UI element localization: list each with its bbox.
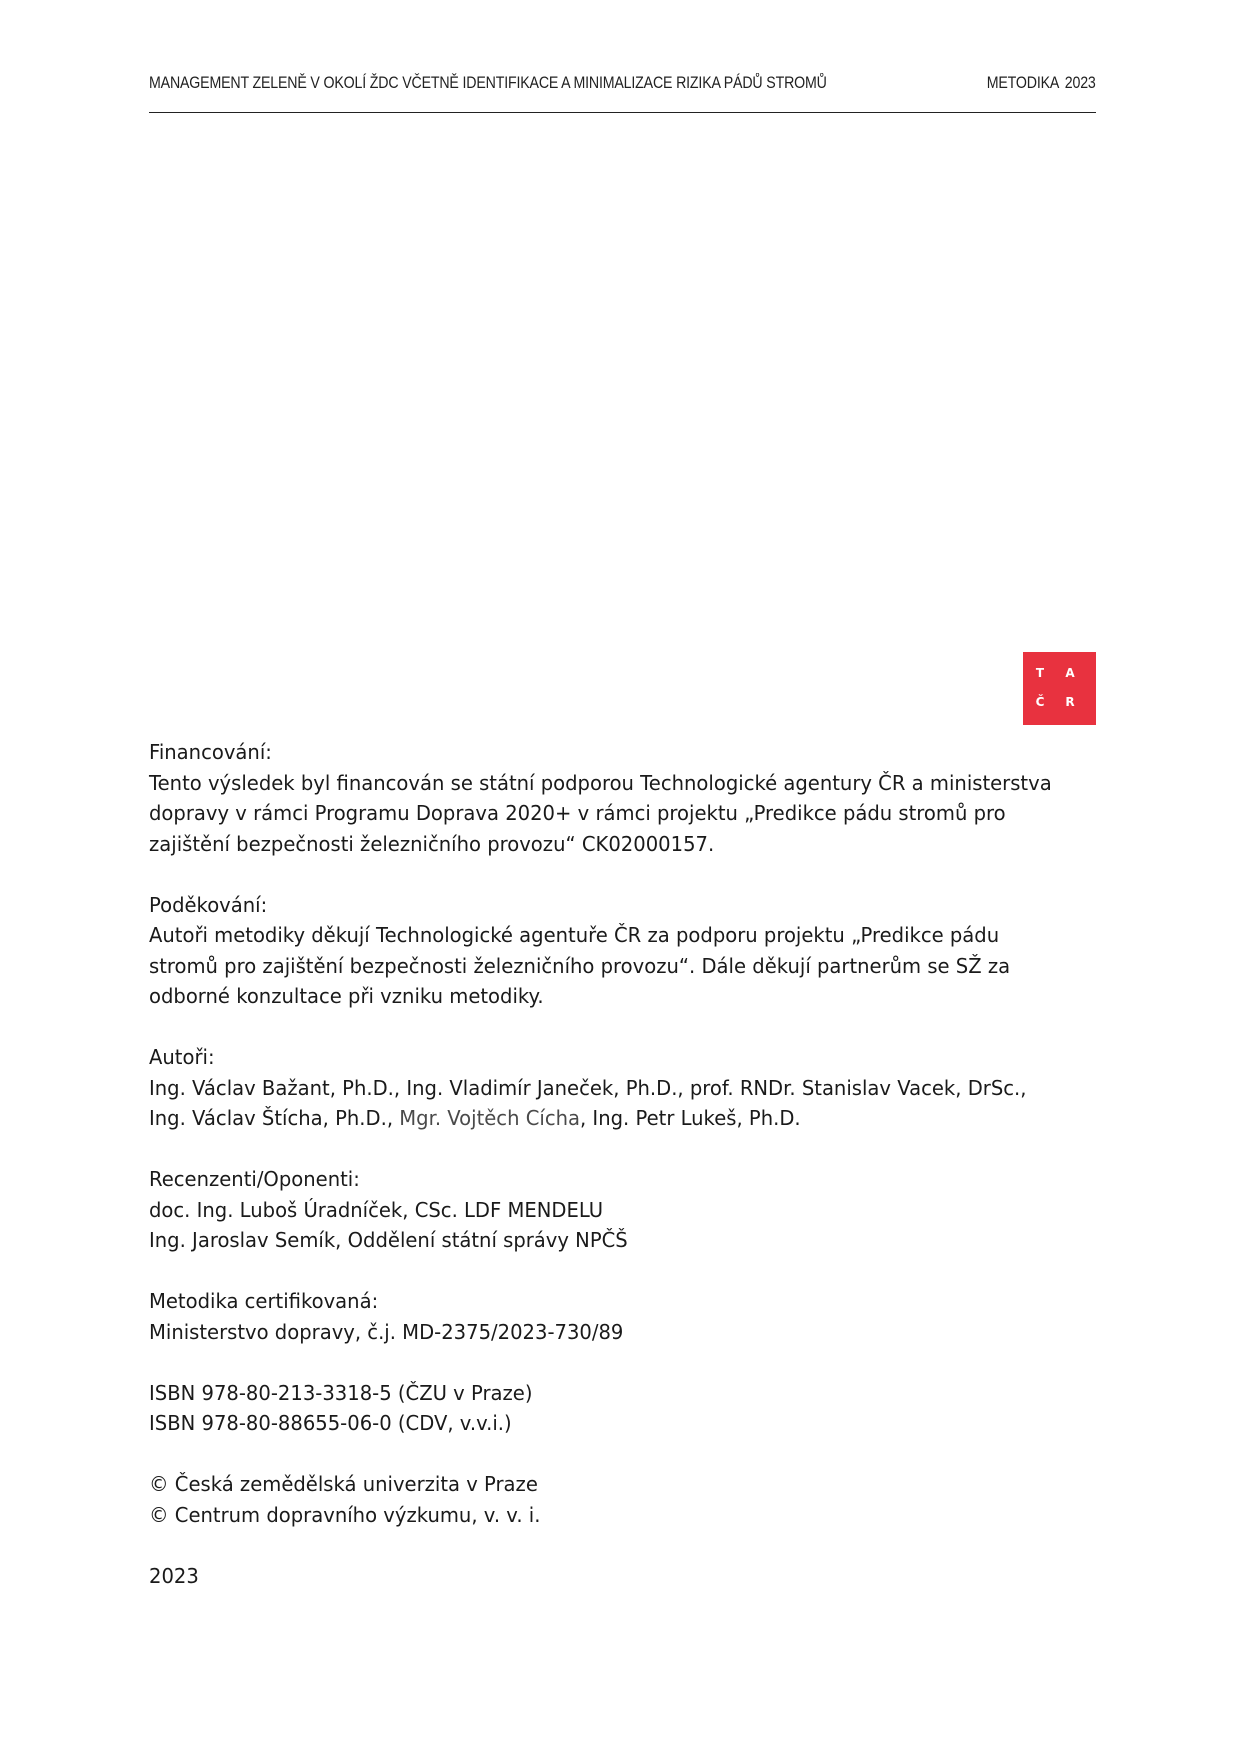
authors-heading: Autoři: [149,1045,215,1069]
imprint-content [149,737,1109,1591]
acknowledgement-text-line: Autoři metodiky děkují Technologické agentuře ČR za podporu projektu „Predikce pádu [149,923,1000,947]
funding-text-line: dopravy v rámci Programu Doprava 2020+ v rámci projektu „Predikce pádu stromů pro [149,801,1006,825]
reviewer-line: doc. Ing. Luboš Úradníček, CSc. LDF MENDELU [149,1197,604,1222]
acknowledgement-text-line: stromů pro zajištění bezpečnosti železničního provozu“. Dále děkují partnerům se SŽ za [149,953,1011,978]
acknowledgement-text-line: odborné konzultace při vzniku metodiky. [149,984,544,1008]
reviewers-heading: Recenzenti/Oponenti: [149,1167,360,1191]
header-doc-type: METODIKA 2023 [987,74,1096,92]
funding-text-line: zajištění bezpečnosti železničního provozu“ CK02000157. [149,831,715,856]
certification-line: Ministerstvo dopravy, č.j. MD-2375/2023-730/89 [149,1319,624,1344]
logo-letter: R [1065,695,1075,709]
copyright-line: © Česká zemědělská univerzita v Praze [149,1472,538,1496]
funding-text-line: Tento výsledek byl financován se státní podporou Technologické agentury ČR a ministerstva [149,770,1052,795]
logo-letter: T [1035,666,1045,680]
certification-heading: Metodika certifikovaná: [149,1289,379,1313]
author-names: Ing. Václav Štícha, Ph.D., [149,1106,400,1130]
author-name-highlight: Mgr. Vojtěch Cícha [399,1106,580,1130]
page-header [149,72,1096,113]
authors-line [149,1103,1066,1134]
logo-letter: A [1065,666,1075,680]
isbn-line: ISBN 978-80-213-3318-5 (ČZU v Praze) [149,1380,533,1405]
header-title: MANAGEMENT ZELENĚ V OKOLÍ ŽDC VČETNĚ IDENTIFIKACE A MINIMALIZACE RIZIKA PÁDŮ STROMŮ [149,74,827,92]
copyright-line: © Centrum dopravního výzkumu, v. v. i. [149,1502,541,1527]
logo-letter: Č [1035,695,1045,709]
isbn-line: ISBN 978-80-88655-06-0 (CDV, v.v.i.) [149,1411,512,1435]
reviewer-line: Ing. Jaroslav Semík, Oddělení státní správy NPČŠ [149,1228,628,1252]
publication-year: 2023 [149,1563,199,1588]
authors-line: Ing. Václav Bažant, Ph.D., Ing. Vladimír Janeček, Ph.D., prof. RNDr. Stanislav Vacek, DrSc., [149,1075,1027,1100]
funding-heading: Financování: [149,740,272,764]
tacr-logo [1023,652,1096,725]
author-names: , Ing. Petr Lukeš, Ph.D. [579,1106,801,1130]
acknowledgement-heading: Poděkování: [149,892,268,917]
